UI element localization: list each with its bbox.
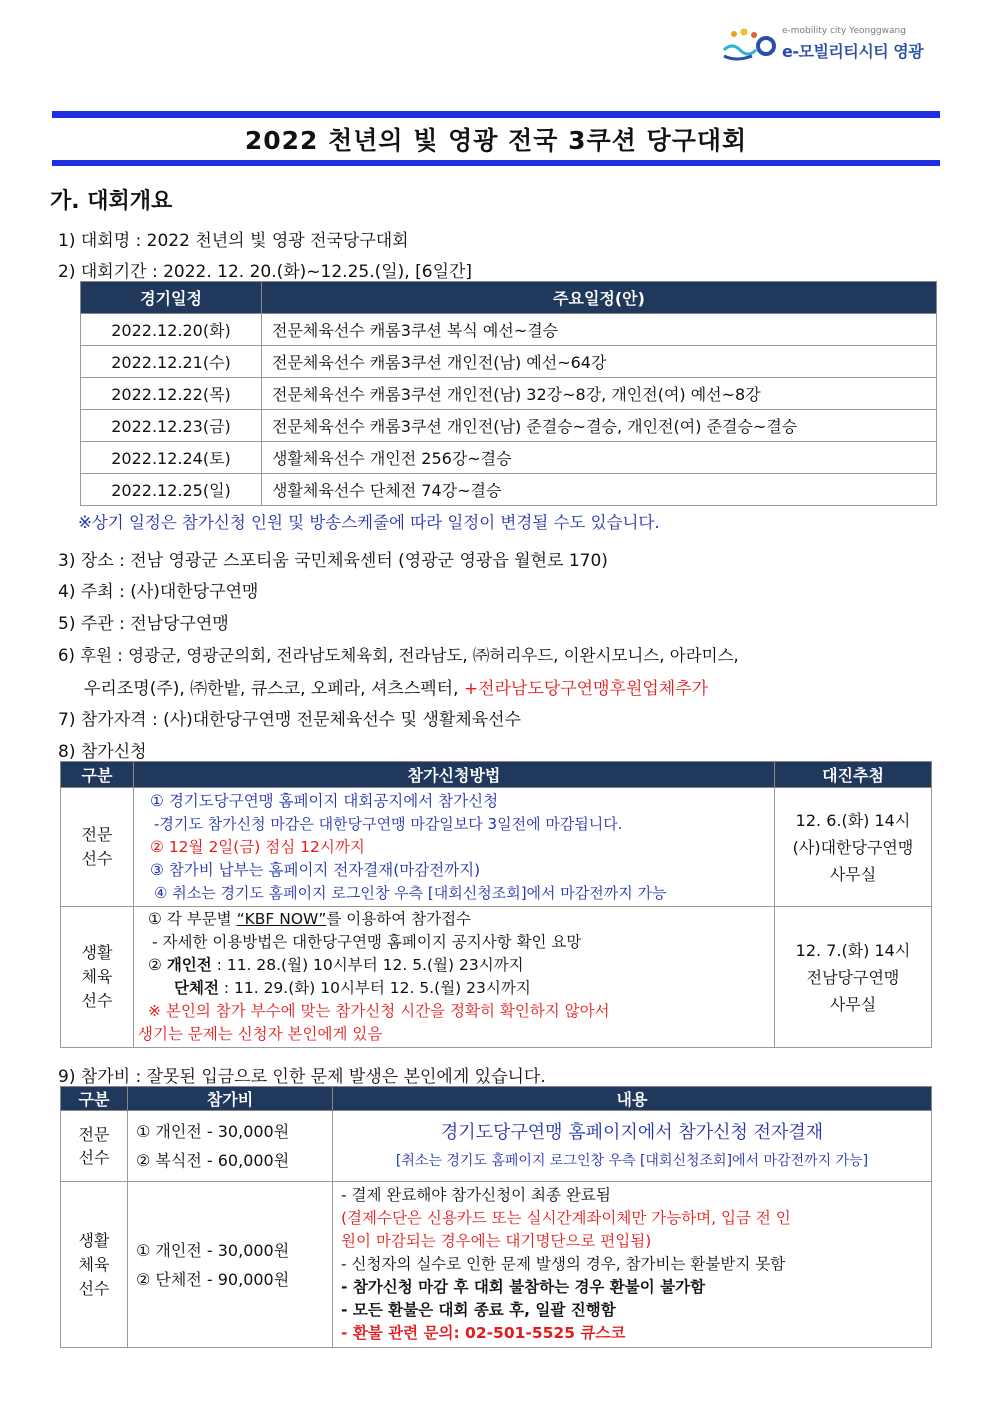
page-title: 2022 천년의 빛 영광 전국 3쿠션 당구대회 (244, 126, 748, 155)
apply-header-category: 구분 (61, 762, 134, 788)
text: : 11. 29.(화) 10시부터 12. 5.(월) 23시까지 (218, 979, 531, 997)
title-top-bar (52, 111, 940, 118)
fee-table (60, 1086, 932, 1348)
content-line: 원이 마감되는 경우에는 대기명단으로 편입됨) (341, 1232, 652, 1250)
method-line: ③ 참가비 납부는 홈페이지 전자결재(마감전까지) (150, 860, 481, 879)
label-line: 전문 (81, 825, 113, 844)
content-line: - 환불 관련 문의: 02-501-5525 큐스코 (341, 1324, 626, 1342)
item-1: 1) 대회명 : 2022 천년의 빛 영광 전국당구대회 (58, 231, 409, 251)
table-row (81, 442, 937, 474)
method-line: ※ 본인의 참가 부수에 맞는 참가신청 시간을 정확히 확인하지 않아서 (148, 1002, 610, 1020)
table-row (61, 907, 932, 1048)
schedule-date: 2022.12.20(화) (81, 314, 262, 346)
schedule-date: 2022.12.24(토) (81, 442, 262, 474)
schedule-date: 2022.12.21(수) (81, 346, 262, 378)
label-line: 선수 (81, 849, 113, 868)
logo-english: e-mobility city Yeonggwang (782, 26, 906, 36)
section-heading: 가. 대회개요 (50, 189, 173, 214)
method-line: ① 경기도당구연맹 홈페이지 대회공지에서 참가신청 (150, 791, 499, 810)
table-row (81, 378, 937, 410)
schedule-date: 2022.12.25(일) (81, 474, 262, 506)
item-9: 9) 참가비 : 잘못된 입금으로 인한 문제 발생은 본인에게 있습니다. (58, 1067, 546, 1087)
apply-amateur-method (134, 907, 775, 1048)
item-6-line-1: 6) 후원 : 영광군, 영광군의회, 전라남도체육회, 전라남도, ㈜허리우드, 이완시모니스, 아라미스, (58, 646, 739, 665)
fee-amateur-content (333, 1182, 932, 1348)
fee-amateur-label (61, 1182, 128, 1348)
method-line: ② 12월 2일(금) 점심 12시까지 (150, 837, 365, 856)
schedule-header-date: 경기일정 (81, 282, 262, 314)
application-table (60, 761, 932, 1048)
schedule-date: 2022.12.23(금) (81, 410, 262, 442)
sponsors-text: 우리조명(주), ㈜한밭, 큐스코, 오페라, 셔츠스펙터, (84, 679, 459, 699)
fee-pro-content (333, 1111, 932, 1182)
fee-header-category: 구분 (61, 1087, 128, 1111)
fee-pro-label (61, 1111, 128, 1182)
logo (722, 22, 952, 66)
content-line: - 신청자의 실수로 인한 문제 발생의 경우, 참가비는 환불받지 못함 (341, 1255, 786, 1273)
apply-amateur-label (61, 907, 134, 1048)
text: ① 각 부문별 (148, 910, 237, 928)
content-line: - 참가신청 마감 후 대회 불참하는 경우 환불이 불가함 (341, 1278, 706, 1296)
fee-line: ② 단체전 - 90,000원 (136, 1269, 290, 1289)
individual-label: 개인전 (166, 956, 212, 974)
schedule-event: 전문체육선수 캐롬3쿠션 개인전(남) 예선~64강 (262, 346, 937, 378)
apply-header-draw: 대진추첨 (775, 762, 932, 788)
draw-line: 사무실 (829, 864, 877, 884)
content-line: 경기도당구연맹 홈페이지에서 참가신청 전자결재 (440, 1122, 824, 1143)
label-line: 생활 (81, 943, 113, 962)
fee-line: ② 복식전 - 60,000원 (136, 1151, 290, 1170)
item-5: 5) 주관 : 전남당구연맹 (58, 614, 229, 634)
table-row (81, 474, 937, 506)
draw-line: 12. 7.(화) 14시 (795, 940, 911, 960)
fee-header-amount: 참가비 (128, 1087, 333, 1111)
draw-line: 12. 6.(화) 14시 (795, 810, 911, 830)
method-line: 생기는 문제는 신청자 본인에게 있음 (138, 1025, 383, 1043)
text: : 11. 28.(월) 10시부터 12. 5.(월) 23시까지 (211, 956, 524, 974)
draw-line: 사무실 (829, 994, 877, 1014)
apply-pro-draw (775, 788, 932, 907)
content-line: - 모든 환불은 대회 종료 후, 일괄 진행함 (341, 1301, 616, 1319)
item-6-line-2 (84, 674, 708, 699)
table-row (61, 788, 932, 907)
team-label: 단체전 (174, 979, 219, 997)
content-line: (결제수단은 신용카드 또는 실시간계좌이체만 가능하며, 입금 전 인 (341, 1209, 791, 1227)
schedule-table (80, 281, 937, 506)
table-row (81, 346, 937, 378)
schedule-event: 생활체육선수 개인전 256강~결승 (262, 442, 937, 474)
apply-pro-method (134, 788, 775, 907)
method-line (144, 954, 774, 977)
logo-korean: e-모빌리티시티 영광 (782, 42, 924, 61)
schedule-event: 생활체육선수 단체전 74강~결승 (262, 474, 937, 506)
method-line: ④ 취소는 경기도 홈페이지 로그인창 우측 [대회신청조회]에서 마감전까지 가능 (154, 883, 667, 902)
text: ② (148, 956, 167, 974)
schedule-date: 2022.12.22(목) (81, 378, 262, 410)
logo-mark-icon (722, 28, 778, 62)
kbf-now-text: “KBF NOW” (236, 910, 327, 928)
sponsors-added: +전라남도당구연맹후원업체추가 (463, 679, 709, 699)
apply-pro-label (61, 788, 134, 907)
table-row (61, 1182, 932, 1348)
table-row (81, 314, 937, 346)
label-line: 전문 (78, 1125, 110, 1144)
title-bottom-bar (52, 160, 940, 166)
schedule-header-program: 주요일정(안) (262, 282, 937, 314)
label-line: 체육 (78, 1254, 110, 1274)
method-line: -경기도 참가신청 마감은 대한당구연맹 마감일보다 3일전에 마감됩니다. (154, 814, 623, 833)
fee-line: ① 개인전 - 30,000원 (136, 1240, 290, 1260)
draw-line: (사)대한당구연맹 (792, 837, 914, 857)
method-line (144, 977, 774, 1000)
item-3: 3) 장소 : 전남 영광군 스포티움 국민체육센터 (영광군 영광읍 월현로 170) (58, 551, 608, 571)
draw-line: 전남당구연맹 (806, 967, 900, 987)
text: 를 이용하여 참가접수 (326, 910, 472, 928)
method-line (144, 908, 774, 931)
table-row (81, 410, 937, 442)
schedule-event: 전문체육선수 캐롬3쿠션 개인전(남) 32강~8강, 개인전(여) 예선~8강 (262, 378, 937, 410)
schedule-event: 전문체육선수 캐롬3쿠션 개인전(남) 준결승~결승, 개인전(여) 준결승~결승 (262, 410, 937, 442)
fee-line: ① 개인전 - 30,000원 (136, 1122, 290, 1141)
label-line: 선수 (81, 991, 113, 1010)
fee-amateur-amount (128, 1182, 333, 1348)
label-line: 체육 (81, 967, 113, 986)
apply-amateur-draw (775, 907, 932, 1048)
item-4: 4) 주최 : (사)대한당구연맹 (58, 582, 259, 602)
item-8: 8) 참가신청 (58, 742, 147, 762)
item-2: 2) 대회기간 : 2022. 12. 20.(화)~12.25.(일), [6일간] (58, 262, 473, 282)
schedule-event: 전문체육선수 캐롬3쿠션 복식 예선~결승 (262, 314, 937, 346)
fee-header-content: 내용 (333, 1087, 932, 1111)
content-line: - 결제 완료해야 참가신청이 최종 완료됨 (341, 1186, 611, 1204)
content-line: [취소는 경기도 홈페이지 로그인창 우측 [대회신청조회]에서 마감전까지 가능] (395, 1153, 869, 1169)
label-line: 선수 (78, 1278, 110, 1298)
item-7: 7) 참가자격 : (사)대한당구연맹 전문체육선수 및 생활체육선수 (58, 710, 521, 730)
schedule-note: ※상기 일정은 참가신청 인원 및 방송스케줄에 따라 일정이 변경될 수도 있습니다. (78, 513, 660, 532)
apply-header-method: 참가신청방법 (134, 762, 775, 788)
table-row (61, 1111, 932, 1182)
label-line: 선수 (78, 1148, 110, 1167)
method-line: - 자세한 이용방법은 대한당구연맹 홈페이지 공지사항 확인 요망 (152, 933, 582, 951)
fee-pro-amount (128, 1111, 333, 1182)
label-line: 생활 (78, 1230, 110, 1250)
